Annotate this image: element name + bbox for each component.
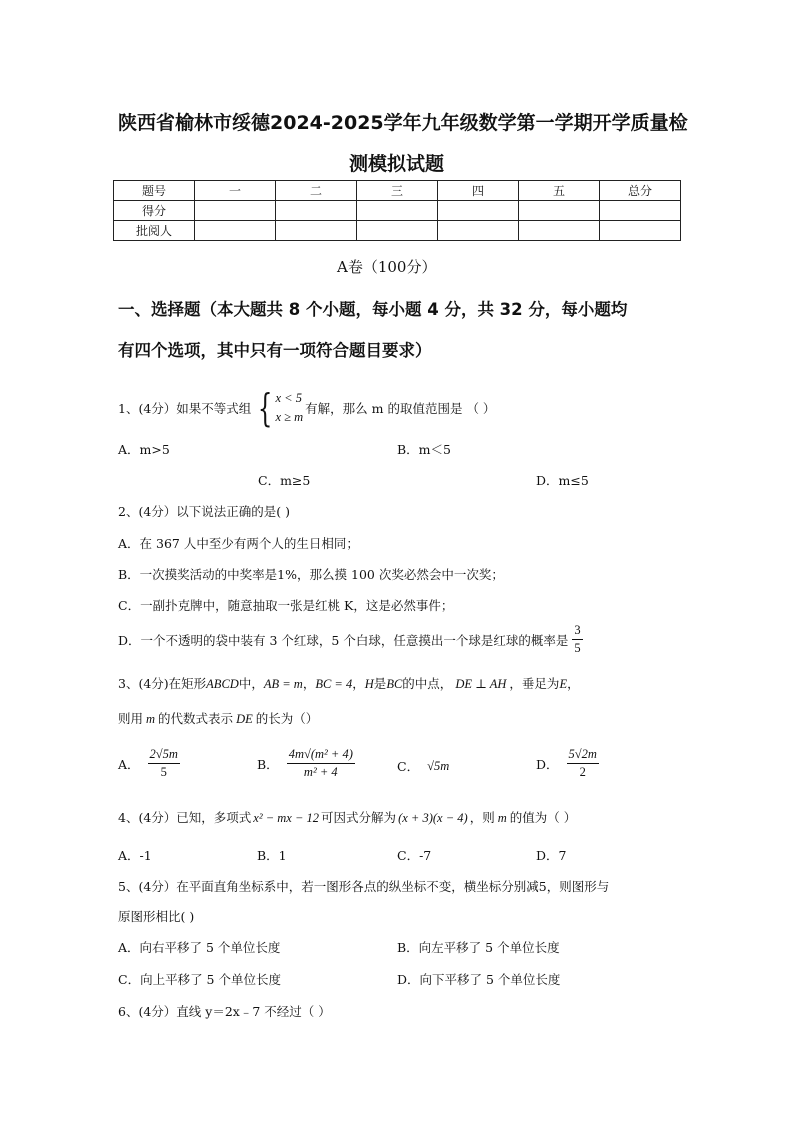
option-a-fraction [148,746,180,781]
table-header-cell: 总分 [600,181,681,201]
option-a: A．m>5 [118,442,170,457]
option-c: C．-7 [397,848,432,863]
option-c: C．向上平移了 5 个单位长度 [118,972,281,987]
left-brace-icon: { [258,386,273,430]
table-cell [195,221,276,241]
q3-text: ， [567,676,580,691]
table-cell [195,201,276,221]
question-1-prefix: 1、(4分）如果不等式组 [118,401,252,416]
table-cell [357,221,438,241]
q3-text: 中， [238,676,264,691]
q3-math: m [146,712,156,726]
option-b: B．1 [257,848,287,863]
question-1 [118,386,496,430]
table-cell [276,201,357,221]
option-c: C．m≥5 [258,473,311,488]
q3-text: 则用 [118,711,144,726]
page-title-line2: 测模拟试题 [349,153,445,175]
table-row [114,221,681,241]
option-b: B．向左平移了 5 个单位长度 [397,940,560,955]
option-d: D．向下平移了 5 个单位长度 [397,972,561,987]
option-d [536,746,599,781]
section-heading-line2: 有四个选项，其中只有一项符合题目要求） [118,341,432,360]
fraction-denominator: 5 [574,641,581,655]
option-c [397,757,449,775]
table-cell [438,201,519,221]
option-d [118,622,583,657]
option-a [118,746,180,781]
table-cell [600,221,681,241]
table-header-cell: 三 [357,181,438,201]
table-cell [600,201,681,221]
question-5-line1: 5、(4分）在平面直角坐标系中，若一图形各点的纵坐标不变，横坐标分别减5，则图形与 [118,879,610,894]
table-cell [519,201,600,221]
option-a: A．在 367 人中至少有两个人的生日相同； [118,536,359,551]
question-6-stem: 6、(4分）直线 y＝2x﹣7 不经过（ ） [118,1004,331,1019]
fraction-denominator: 2 [579,765,586,779]
fraction-numerator: 3 [572,622,582,640]
probability-fraction [572,622,582,657]
option-label: D． [536,756,559,772]
q3-math: H [364,677,374,691]
fraction-denominator: 5 [160,765,167,779]
option-c-value: √5m [427,758,450,773]
inequality-system [253,386,304,430]
table-cell [276,221,357,241]
q3-text: ，垂足为 [509,676,560,691]
option-label: C． [397,759,420,774]
q3-math: E [559,677,568,691]
q3-math: BC = 4 [315,677,353,691]
option-c: C．一副扑克牌中，随意抽取一张是红桃 K，这是必然事件； [118,598,454,613]
option-b: B．m＜5 [397,442,451,457]
q4-text: 可因式分解为 [321,810,397,825]
row-label: 得分 [114,201,195,221]
option-b: B．一次摸奖活动的中奖率是1%，那么摸 100 次奖必然会中一次奖； [118,567,504,582]
q3-math: DE ⊥ AH [455,677,507,691]
question-5-line2: 原图形相比( ) [118,909,195,924]
option-d-text: D．一个不透明的袋中装有 3 个红球，5 个白球，任意摸出一个球是红球的概率是 [118,632,569,648]
table-cell [438,221,519,241]
table-cell [519,221,600,241]
option-a: A．向右平移了 5 个单位长度 [118,940,281,955]
section-heading-line1: 一、选择题（本大题共 8 个小题，每小题 4 分，共 32 分，每小题均 [118,300,628,319]
condition-1: x < 5 [275,391,302,405]
table-header-cell: 五 [519,181,600,201]
q4-text: 4、(4分）已知，多项式 [118,810,252,825]
q3-math: ABCD [206,677,239,691]
option-label: B． [257,756,279,772]
fraction-numerator: 2√5m [148,746,180,764]
q3-text: 的长为（） [255,711,319,726]
table-row [114,201,681,221]
table-header-cell: 一 [195,181,276,201]
option-d: D．m≤5 [536,473,589,488]
q3-math: DE [236,712,253,726]
q4-text: 的值为（ ） [509,810,577,825]
page-title-line1: 陕西省榆林市绥德2024-2025学年九年级数学第一学期开学质量检 [118,112,688,134]
row-label: 批阅人 [114,221,195,241]
fraction-numerator: 5√2m [567,746,599,764]
score-table-header-row [114,181,681,201]
q4-math: (x + 3)(x − 4) [398,811,468,825]
condition-2: x ≥ m [275,410,304,424]
question-4-stem [118,808,576,826]
table-header-cell: 二 [276,181,357,201]
table-cell [357,201,438,221]
q3-text: 的中点， [402,676,453,691]
question-3-line2 [118,709,318,727]
q3-text: 3、(4分)在矩形 [118,676,207,691]
inequality-conditions [275,389,303,427]
q3-math: AB = m [263,677,303,691]
option-d: D．7 [536,848,567,863]
volume-label: A卷（100分） [337,258,437,276]
option-b-fraction [287,746,355,781]
question-1-suffix: 有解，那么 m 的取值范围是 （ ） [305,401,496,416]
q3-math: BC [386,677,403,691]
option-d-fraction [567,746,599,781]
option-label: A． [118,756,140,772]
q4-math: x² − mx − 12 [253,811,320,825]
option-b [257,746,355,781]
score-table [113,180,681,241]
q3-text: 的代数式表示 [158,711,234,726]
table-header-cell: 题号 [114,181,195,201]
fraction-denominator: m² + 4 [303,765,338,779]
question-3-line1: 3、(4分)在矩形ABCD中，AB = m，BC = 4，H是BC的中点， DE ⊥ AH ，垂足为E， [118,676,580,691]
q3-text: 是 [373,676,387,691]
question-2-stem: 2、(4分）以下说法正确的是( ) [118,504,291,519]
q4-math: m [497,811,507,825]
q4-text: ，则 [469,810,495,825]
table-header-cell: 四 [438,181,519,201]
option-a: A．-1 [118,848,152,863]
fraction-numerator: 4m√(m² + 4) [287,746,355,764]
